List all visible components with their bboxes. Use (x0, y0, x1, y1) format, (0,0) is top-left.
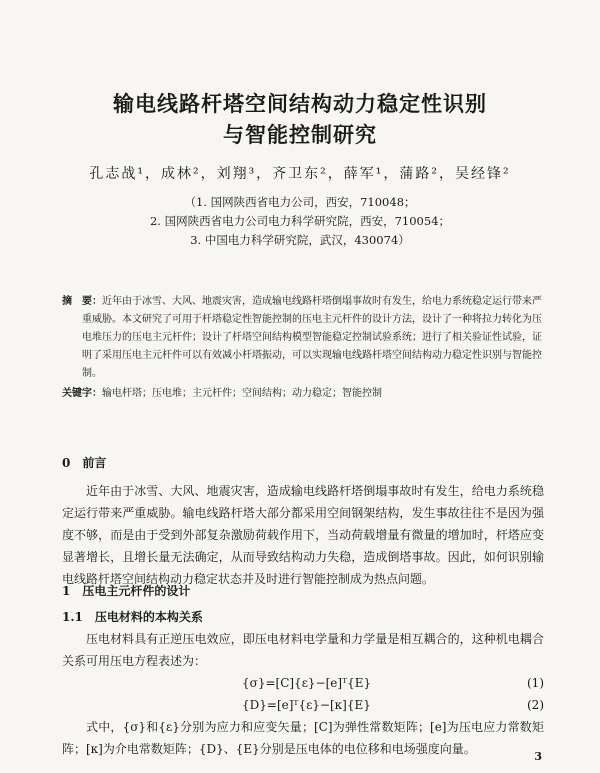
equation-1-body: {σ}=[C]{ε}−[e]ᵀ{E} (242, 676, 372, 690)
page-number: 3 (534, 750, 542, 763)
section-1 (62, 580, 544, 760)
equation-2 (62, 694, 544, 716)
keywords (62, 385, 544, 403)
affiliation-3: 3. 中国电力科学研究院，武汉，430074） (190, 233, 410, 247)
title-line-2: 与智能控制研究 (223, 122, 377, 147)
equation-2-number: (2) (527, 698, 544, 712)
section-1-1-heading: 1.1 压电材料的本构关系 (62, 610, 203, 624)
affiliation-2: 2. 国网陕西省电力公司电力科学研究院，西安，710054； (149, 214, 451, 228)
equation-2-body: {D}=[e]ᵀ{ε}−[κ]{E} (242, 698, 371, 712)
section-1-heading: 1 压电主元杆件的设计 (62, 584, 191, 598)
keywords-label: 关键字： (62, 388, 102, 399)
keywords-text: 输电杆塔；压电堆；主元杆件；空间结构；动力稳定；智能控制 (102, 388, 382, 399)
paper-title (0, 88, 600, 150)
abstract-label: 摘 要： (62, 296, 102, 307)
affiliation-1: （1. 国网陕西省电力公司，西安，710048； (184, 195, 416, 209)
abstract-text: 近年由于冰雪、大风、地震灾害，造成输电线路杆塔倒塌事故时有发生，给电力系统稳定运行带来严重威胁。本文研究了可用于杆塔稳定性智能控制的压电主元杆件的设计方法，设计了一种将拉力转化为压电堆压力的压电主元杆件；设计了杆塔空间结构模型智能稳定控制试验系统；进行了相关验证性试验，证明了采用压电主元杆件可以有效减小杆塔振动，可以实现输电线路杆塔空间结构动力稳定性识别与智能控制。 (82, 296, 542, 379)
section-0-paragraph: 近年由于冰雪、大风、地震灾害，造成输电线路杆塔倒塌事故时有发生，给电力系统稳定运行带来严重威胁。输电线路杆塔大部分都采用空间钢架结构，发生事故往往不是因为强度不够，而是由于受到外部复杂激励荷载作用下，当动荷载增量有微量的增加时，杆塔应变显著增长，且增长量无法确定，从而导致结构动力失稳，造成倒塔事故。因此，如何识别输电线路杆塔空间结构动力稳定状态并及时进行智能控制成为热点问题。 (62, 484, 544, 586)
abstract (62, 293, 544, 383)
section-1-1-paragraph: 压电材料具有正逆压电效应，即压电材料电学量和力学量是相互耦合的，这种机电耦合关系可用压电方程表述为： (62, 632, 544, 668)
equation-1-number: (1) (527, 676, 544, 690)
section-0-heading: 0 前言 (62, 456, 107, 470)
title-line-1: 输电线路杆塔空间结构动力稳定性识别 (113, 91, 487, 116)
equation-explanation: 式中，{σ}和{ε}分别为应力和应变矢量；[C]为弹性常数矩阵；[e]为压电应力常数矩阵；[κ]为介电常数矩阵；{D}、{E}分别是压电体的电位移和电场强度向量。 (62, 720, 544, 756)
equation-1 (62, 672, 544, 694)
abstract-block (62, 293, 544, 403)
author-list: 孔志战¹，成林²，刘翔³，齐卫东²，薛军¹，蒲路²，吴经锋² (89, 166, 511, 182)
section-0 (62, 452, 544, 590)
affiliations (0, 193, 600, 250)
